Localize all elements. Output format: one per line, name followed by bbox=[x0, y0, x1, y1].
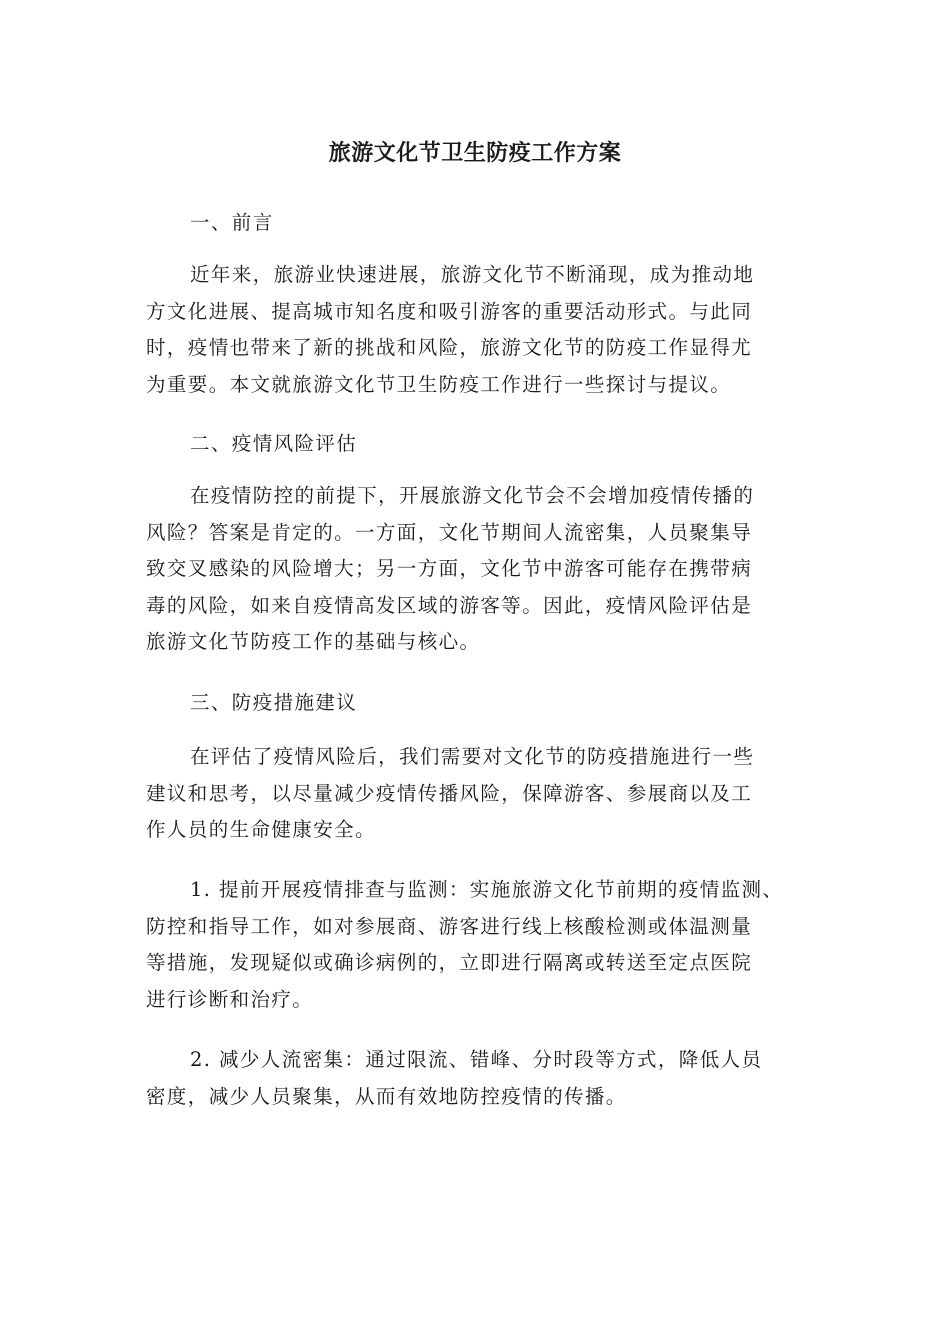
paragraph-measure-1 bbox=[146, 872, 811, 1018]
paragraph-measures-intro bbox=[146, 739, 811, 849]
heading-text: 二、疫情风险评估 bbox=[190, 432, 358, 455]
text-line: 毒的风险，如来自疫情高发区域的游客等。因此，疫情风险评估是 bbox=[146, 593, 753, 617]
section-heading-risk-assessment bbox=[146, 426, 811, 463]
text-line: 作人员的生命健康安全。 bbox=[146, 818, 376, 841]
section-heading-measures bbox=[146, 685, 811, 722]
paragraph-preface bbox=[146, 257, 811, 403]
text-line: 在疫情防控的前提下，开展旅游文化节会不会增加疫情传播的 bbox=[190, 484, 755, 507]
section-heading-preface bbox=[146, 205, 811, 242]
text-line: 方文化进展、提高城市知名度和吸引游客的重要活动形式。与此同 bbox=[146, 299, 753, 323]
text-line: 建议和思考，以尽量减少疫情传播风险，保障游客、参展商以及工 bbox=[146, 781, 753, 805]
heading-text: 一、前言 bbox=[190, 211, 274, 234]
heading-text: 三、防疫措施建议 bbox=[190, 691, 358, 714]
text-line: 致交叉感染的风险增大；另一方面，文化节中游客可能存在携带病 bbox=[146, 557, 753, 580]
paragraph-measure-2 bbox=[146, 1042, 811, 1115]
text-line: 2. 减少人流密集：通过限流、错峰、分时段等方式，降低人员 bbox=[190, 1048, 763, 1071]
text-line: 为重要。本文就旅游文化节卫生防疫工作进行一些探讨与提议。 bbox=[146, 372, 732, 396]
text-line: 进行诊断和治疗。 bbox=[146, 987, 314, 1011]
text-line: 时，疫情也带来了新的挑战和风险，旅游文化节的防疫工作显得尤 bbox=[146, 336, 753, 359]
text-line: 1. 提前开展疫情排查与监测：实施旅游文化节前期的疫情监测、 bbox=[190, 878, 784, 901]
text-line: 等措施，发现疑似或确诊病例的，立即进行隔离或转送至定点医院 bbox=[146, 951, 753, 974]
text-line: 在评估了疫情风险后，我们需要对文化节的防疫措施进行一些 bbox=[190, 745, 755, 768]
text-line: 风险？答案是肯定的。一方面，文化节期间人流密集，人员聚集导 bbox=[146, 520, 753, 544]
document-title: 旅游文化节卫生防疫工作方案 bbox=[328, 141, 622, 166]
text-line: 密度，减少人员聚集，从而有效地防控疫情的传播。 bbox=[146, 1084, 627, 1108]
text-line: 防控和指导工作，如对参展商、游客进行线上核酸检测或体温测量 bbox=[146, 914, 753, 938]
text-line: 旅游文化节防疫工作的基础与核心。 bbox=[146, 630, 481, 653]
paragraph-risk-assessment bbox=[146, 478, 811, 661]
text-line: 近年来，旅游业快速进展，旅游文化节不断涌现，成为推动地 bbox=[190, 263, 755, 286]
